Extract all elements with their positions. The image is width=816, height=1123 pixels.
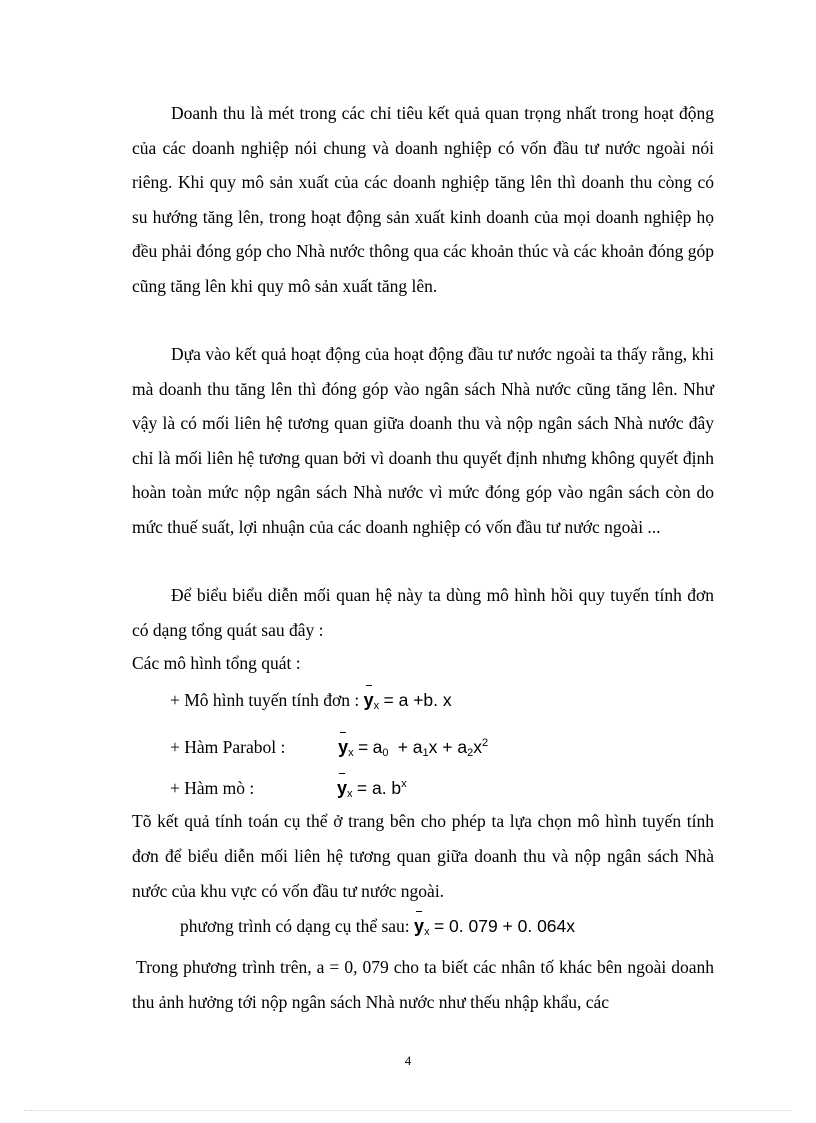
models-heading: Các mô hình tổng quát : <box>132 653 301 673</box>
x-subscript: x <box>373 700 380 712</box>
page-bottom-divider <box>24 1110 792 1111</box>
model-exponential <box>170 772 407 806</box>
model-exp-label: + Hàm mò : <box>170 778 255 798</box>
paragraph-regression-intro: Để biểu biểu diễn mối quan hệ này ta dùng mô hình hồi quy tuyến tính đơn có dạng tổng quát sau đây : <box>132 585 714 640</box>
a0-term: $a_0$ <box>372 737 389 759</box>
paragraph-revenue-intro: Doanh thu là mét trong các chỉ tiêu kết quả quan trọng nhất trong hoạt động của các doanh nghiệp nói chung và doanh nghiệp có vốn đầu tư nước ngoài nói riêng. Khi quy mô sản xuất của các doanh nghiệp tăng lên thì doanh thu còng có su hướng tăng lên, trong hoạt động sản xuất kinh doanh của mọi doanh nghiệp họ đều phải đóng góp cho Nhà nước thông qua các khoản thúc và các khoản đóng góp cũng tăng lên khi quy mô sản xuất tăng lên. <box>132 103 714 296</box>
paragraph-model-choice: Tõ kết quả tính toán cụ thể ở trang bên cho phép ta lựa chọn mô hình tuyến tính đơn để biểu diễn mối liên hệ tương quan giữa doanh thu và nộp ngân sách Nhà nước của khu vực có vốn đầu tư nước ngoài. <box>132 811 714 901</box>
model-linear-rhs: = a +b. x <box>383 690 452 710</box>
specific-equation-label: phương trình có dạng cụ thể sau: <box>180 916 410 936</box>
page-number: 4 <box>404 1053 412 1068</box>
equals-sign: = <box>357 737 369 757</box>
model-exp-rhs: = a. b <box>356 778 402 798</box>
x-subscript: x <box>424 926 430 938</box>
y-bar-symbol: y <box>414 916 425 936</box>
paragraph-relationship: Dựa vào kết quả hoạt động của hoạt động đầu tư nước ngoài ta thấy rằng, khi mà doanh thu tăng lên thì đóng góp vào ngân sách Nhà nước cũng tăng lên. Như vậy là có mối liên hệ tương quan giữa doanh thu và nộp ngân sách Nhà nước đây chỉ là mối liên hệ tương quan bởi vì doanh thu quyết định nhưng không quyết định hoàn toàn mức nộp ngân sách Nhà nước vì mức đóng góp vào ngân sách còn do mức thuế suất, lợi nhuận của các doanh nghiệp có vốn đầu tư nước ngoài ... <box>132 344 714 537</box>
y-bar-symbol: y <box>337 778 348 798</box>
y-bar-symbol: y <box>338 737 349 757</box>
x-subscript: x <box>348 747 354 759</box>
x-subscript: x <box>347 788 353 800</box>
model-parabol-label: + Hàm Parabol : <box>170 737 286 757</box>
specific-equation-rhs: = 0. 079 + 0. 064x <box>433 916 576 936</box>
model-parabol <box>170 731 488 765</box>
y-bar-symbol: y <box>363 690 374 710</box>
exp-superscript: x <box>401 778 407 790</box>
specific-equation <box>180 914 575 944</box>
paragraph-interpretation: Trong phương trình trên, a = 0, 079 cho ta biết các nhân tố khác bên ngoài doanh thu ảnh hưởng tới nộp ngân sách Nhà nước như thếu nhập khẩu, các <box>132 957 714 1012</box>
model-linear-label: + Mô hình tuyến tính đơn : <box>170 690 360 710</box>
model-linear <box>170 688 452 718</box>
a1-term: + $a_1x + a_2x^2$ <box>397 737 489 759</box>
